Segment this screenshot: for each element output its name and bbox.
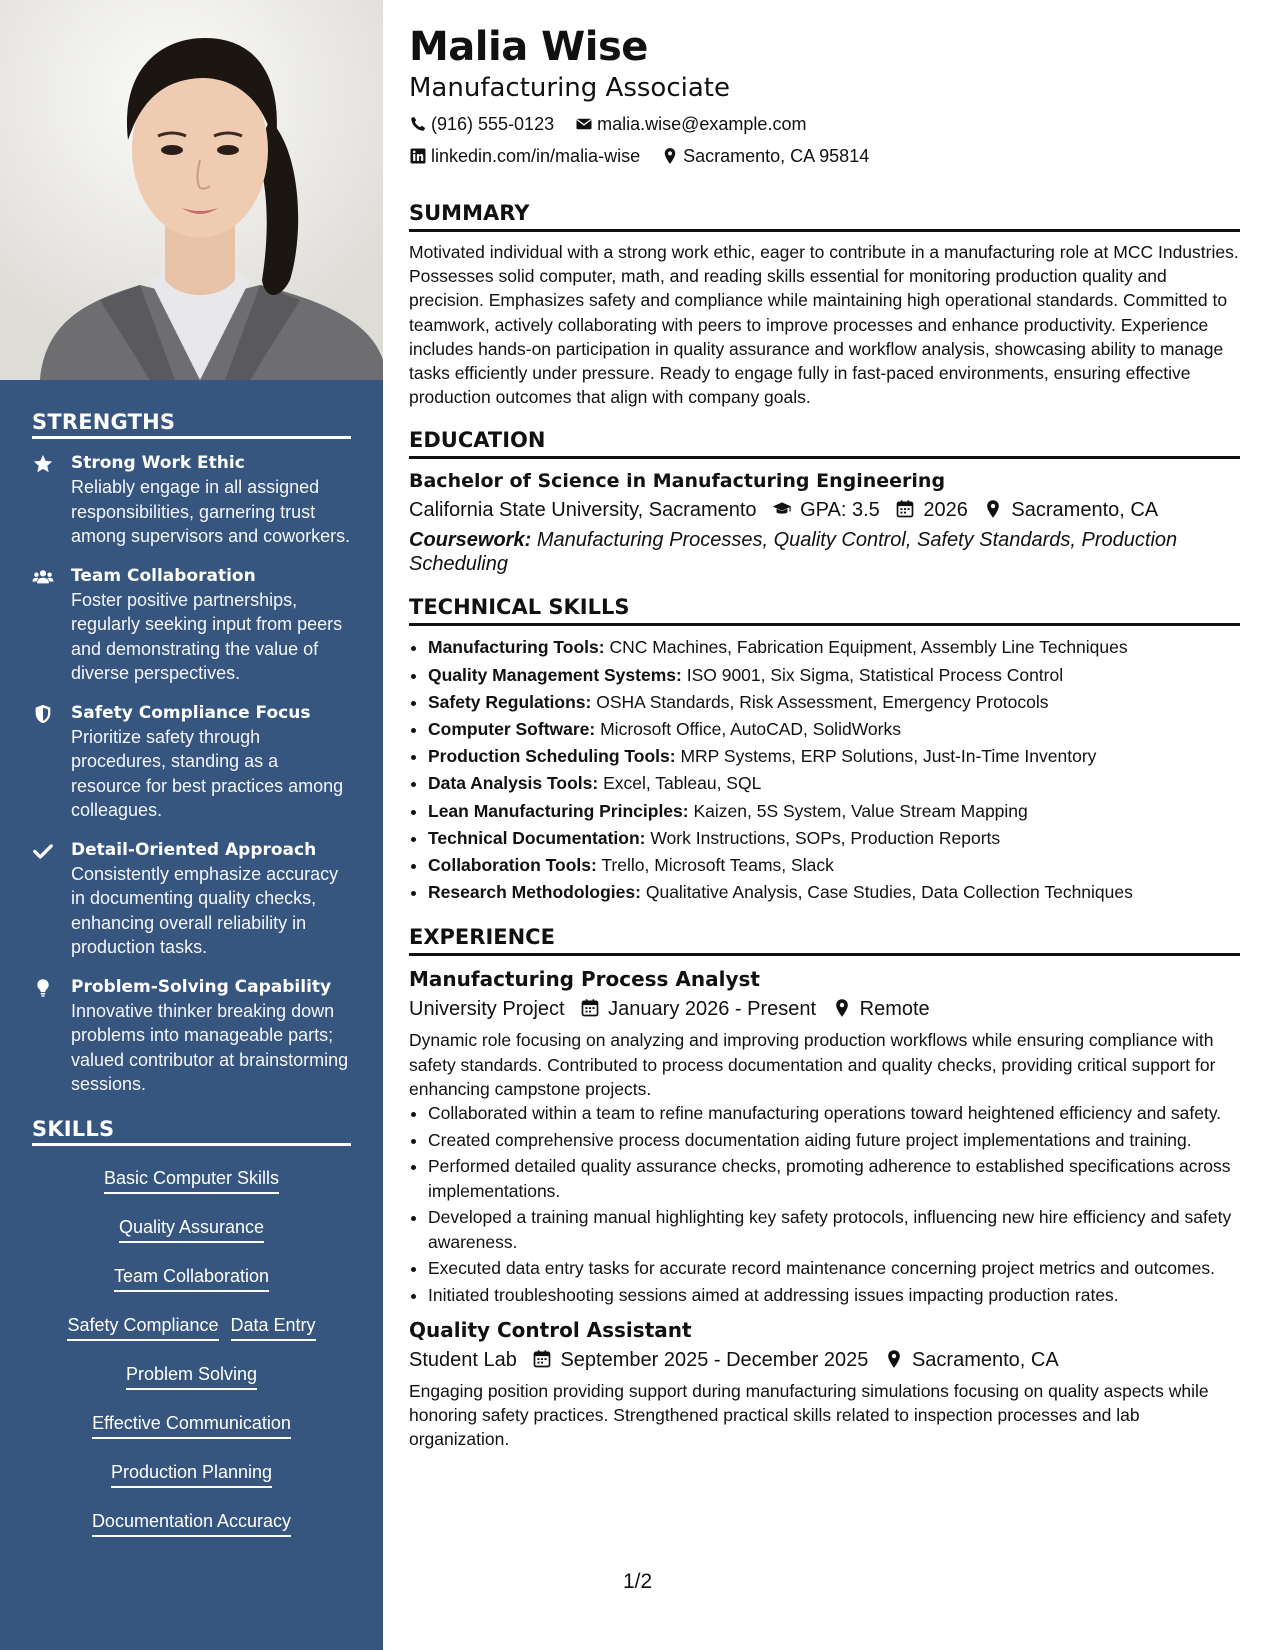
job-dates: September 2025 - December 2025	[560, 1349, 869, 1372]
technical-skill-item	[428, 662, 1240, 689]
job-location: Sacramento, CA	[911, 1349, 1059, 1372]
technical-skill-item	[428, 852, 1240, 879]
coursework-label: Coursework:	[409, 529, 532, 552]
sidebar	[0, 0, 383, 1650]
skills-heading: SKILLS	[32, 1117, 351, 1146]
skill-value: Excel, Tableau, SQL	[603, 773, 762, 794]
technical-skill-item	[428, 825, 1240, 852]
skill-label: Collaboration Tools:	[428, 855, 597, 876]
graduation-year: 2026	[923, 499, 968, 522]
job-bullet: • Developed a training manual highlighting key safety protocols, influencing new hire efficiency and safety awareness.	[428, 1205, 1240, 1254]
job-title: Manufacturing Process Analyst	[409, 967, 760, 992]
contact-row	[409, 108, 1240, 140]
skill-tag: Quality Assurance	[119, 1216, 264, 1243]
contact-location	[661, 140, 869, 172]
experience-entry	[409, 964, 1240, 1307]
skill-label: Production Scheduling Tools:	[428, 746, 676, 767]
contact-linkedin[interactable]	[409, 140, 640, 172]
profile-photo	[0, 0, 383, 380]
map-pin-icon	[661, 147, 679, 165]
linkedin-text: linkedin.com/in/malia-wise	[431, 146, 641, 166]
strength-item	[32, 975, 351, 1097]
technical-skill-item	[428, 798, 1240, 825]
experience-entry	[409, 1315, 1240, 1452]
technical-skills-heading: TECHNICAL SKILLS	[409, 594, 1240, 626]
strength-title: Problem-Solving Capability	[71, 976, 332, 997]
strength-item	[32, 451, 351, 549]
map-pin-icon	[884, 1349, 904, 1369]
strength-title: Strong Work Ethic	[71, 453, 245, 473]
skill-value: Work Instructions, SOPs, Production Reports	[650, 827, 1001, 848]
skills-list	[32, 1158, 351, 1550]
summary-heading: SUMMARY	[409, 200, 1240, 232]
job-bullet: • Initiated troubleshooting sessions aimed at addressing issues impacting production rates.	[428, 1283, 1240, 1308]
skill-tag: Data Entry	[231, 1314, 316, 1341]
job-bullets	[409, 1101, 1240, 1307]
skill-tag: Safety Compliance	[67, 1314, 218, 1341]
page-number: 1/2	[623, 1570, 653, 1593]
candidate-title: Manufacturing Associate	[409, 73, 730, 103]
skill-tag: Problem Solving	[126, 1363, 257, 1390]
technical-skill-item	[428, 879, 1240, 906]
linkedin-icon	[409, 147, 427, 165]
skill-label: Computer Software:	[428, 719, 596, 740]
technical-skill-item	[428, 634, 1240, 661]
skill-label: Research Methodologies:	[428, 882, 641, 903]
job-bullet: • Performed detailed quality assurance checks, promoting adherence to established specifications across implementations.	[428, 1154, 1240, 1203]
star-icon	[32, 453, 54, 475]
skill-tag: Basic Computer Skills	[104, 1167, 279, 1194]
technical-skills-list	[409, 634, 1240, 906]
graduation-cap-icon	[772, 499, 792, 519]
profile-photo-illustration	[0, 0, 383, 380]
map-pin-icon	[983, 499, 1003, 519]
skill-tag: Team Collaboration	[114, 1265, 269, 1292]
strength-description: Consistently emphasize accuracy in documenting quality checks, enhancing overall reliability in production tasks.	[71, 863, 339, 957]
main-content	[409, 22, 1240, 1452]
skill-label: Data Analysis Tools:	[428, 773, 599, 794]
strength-description: Foster positive partnerships, regularly seeking input from peers and demonstrating the value of diverse perspectives.	[71, 589, 343, 683]
job-organization: University Project	[409, 998, 565, 1021]
strength-title: Team Collaboration	[71, 565, 256, 586]
users-icon	[32, 566, 54, 588]
job-dates: January 2026 - Present	[608, 998, 817, 1021]
school-name: California State University, Sacramento	[409, 499, 757, 522]
skill-value: OSHA Standards, Risk Assessment, Emergency Protocols	[596, 691, 1049, 712]
skill-value: Kaizen, 5S System, Value Stream Mapping	[693, 800, 1028, 821]
education-heading: EDUCATION	[409, 427, 1240, 459]
job-bullet: • Created comprehensive process documentation aiding future project implementations and training.	[428, 1128, 1240, 1153]
job-bullet: • Collaborated within a team to refine manufacturing operations toward heightened efficiency and safety.	[428, 1101, 1240, 1126]
skill-value: MRP Systems, ERP Solutions, Just-In-Time Inventory	[680, 746, 1097, 767]
email-text: malia.wise@example.com	[597, 114, 807, 134]
phone-text: (916) 555-0123	[431, 114, 555, 134]
degree-title: Bachelor of Science in Manufacturing Engineering	[409, 470, 946, 493]
calendar-icon	[580, 998, 600, 1018]
calendar-icon	[895, 499, 915, 519]
job-meta	[409, 994, 1240, 1024]
skill-value: Qualitative Analysis, Case Studies, Data Collection Techniques	[645, 882, 1133, 903]
sidebar-content	[32, 410, 351, 1550]
skill-label: Technical Documentation:	[428, 827, 646, 848]
summary-text: Motivated individual with a strong work ethic, eager to contribute in a manufacturing role at MCC Industries. Possesses solid computer, math, and reading skills essential for monitoring production quality and precision. Emphasizes safety and compliance while maintaining high operational standards. Committed to teamwork, actively collaborating with peers to improve processes and enhance productivity. Experience includes hands-on participation in quality assurance and workflow analysis, showcasing ability to manage tasks efficiently under pressure. Ready to engage fully in fast-paced environments, ensuring effective production outcomes that align with company goals.	[409, 242, 1239, 408]
skill-label: Safety Regulations:	[428, 691, 592, 712]
strength-description: Prioritize safety through procedures, standing as a resource for best practices among colleagues.	[71, 726, 344, 820]
lightbulb-icon	[32, 977, 54, 999]
job-bullet: • Executed data entry tasks for accurate record maintenance concerning project metrics and outcomes.	[428, 1256, 1240, 1281]
map-pin-icon	[832, 998, 852, 1018]
skill-tag: Documentation Accuracy	[92, 1510, 291, 1537]
skill-value: Trello, Microsoft Teams, Slack	[601, 855, 834, 876]
check-icon	[32, 840, 54, 862]
shield-icon	[32, 703, 54, 725]
school-location: Sacramento, CA	[1011, 499, 1159, 522]
envelope-icon	[575, 115, 593, 133]
education-meta	[409, 495, 1240, 525]
skill-value: ISO 9001, Six Sigma, Statistical Process Control	[686, 664, 1064, 685]
job-organization: Student Lab	[409, 1349, 517, 1372]
skill-label: Quality Management Systems:	[428, 664, 682, 685]
strength-description: Innovative thinker breaking down problems into manageable parts; valued contributor at brainstorming sessions.	[71, 1000, 349, 1094]
job-meta	[409, 1345, 1240, 1375]
job-title: Quality Control Assistant	[409, 1318, 692, 1343]
skill-value: Microsoft Office, AutoCAD, SolidWorks	[600, 719, 901, 740]
skill-label: Manufacturing Tools:	[428, 637, 605, 658]
phone-icon	[409, 115, 427, 133]
location-text: Sacramento, CA 95814	[683, 146, 870, 166]
job-description: Engaging position providing support during manufacturing simulations focusing on quality aspects while honoring safety practices. Strengthened practical skills related to inspection processes and lab organization.	[409, 1381, 1209, 1450]
technical-skill-item	[428, 743, 1240, 770]
candidate-name: Malia Wise	[409, 24, 648, 70]
skill-value: CNC Machines, Fabrication Equipment, Assembly Line Techniques	[609, 637, 1128, 658]
experience-heading: EXPERIENCE	[409, 924, 1240, 956]
strength-description: Reliably engage in all assigned responsibilities, garnering trust among supervisors and coworkers.	[71, 477, 351, 546]
strength-title: Detail-Oriented Approach	[71, 839, 317, 860]
job-description: Dynamic role focusing on analyzing and improving production workflows while ensuring compliance with safety standards. Contributed to process documentation and quality checks, providing critical support for enhancing campstone projects.	[409, 1030, 1216, 1099]
strength-item	[32, 564, 351, 686]
contact-email[interactable]	[575, 108, 806, 140]
calendar-icon	[532, 1349, 552, 1369]
strength-item	[32, 838, 351, 960]
strength-title: Safety Compliance Focus	[71, 702, 311, 723]
skill-tag: Production Planning	[111, 1461, 272, 1488]
technical-skill-item	[428, 689, 1240, 716]
strength-item	[32, 701, 351, 823]
coursework	[409, 528, 1240, 576]
coursework-text: Manufacturing Processes, Quality Control, Safety Standards, Production Scheduling	[409, 529, 1178, 576]
contact-row	[409, 140, 1240, 172]
skill-tag: Effective Communication	[92, 1412, 291, 1439]
technical-skill-item	[428, 770, 1240, 797]
contact-phone[interactable]	[409, 108, 554, 140]
skill-label: Lean Manufacturing Principles:	[428, 800, 689, 821]
technical-skill-item	[428, 716, 1240, 743]
gpa-text: GPA: 3.5	[800, 499, 880, 522]
job-location: Remote	[859, 998, 930, 1021]
strengths-heading: STRENGTHS	[32, 410, 351, 439]
